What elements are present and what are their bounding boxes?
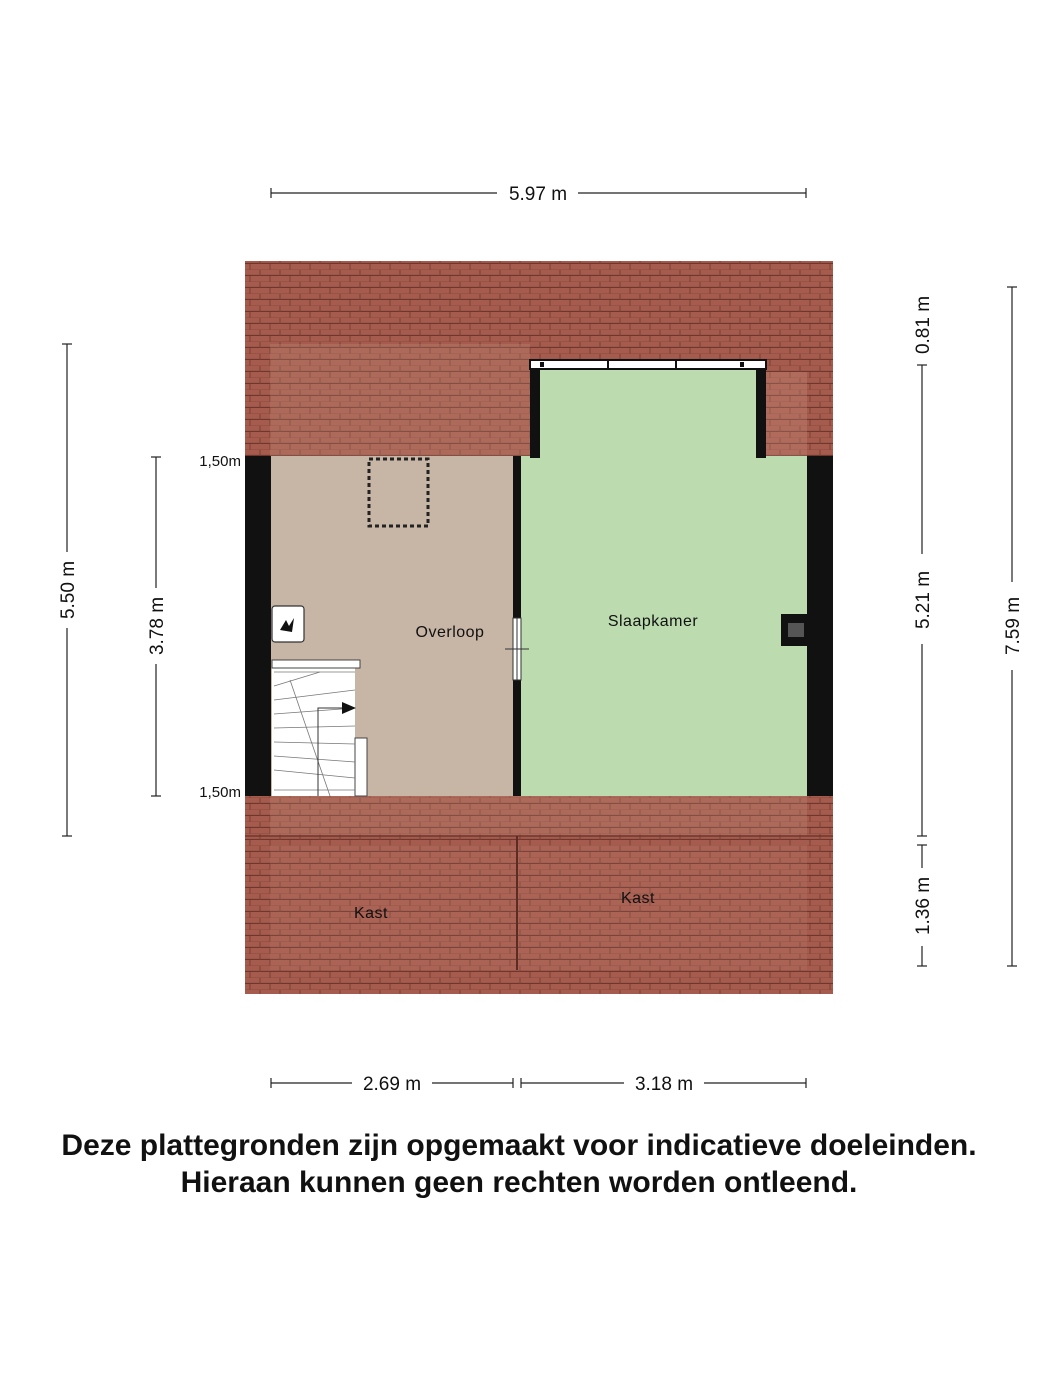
dim-right-outer: 7.59 m: [1003, 596, 1024, 656]
roof-eave-top-right: [765, 372, 807, 456]
wall-left: [245, 456, 271, 796]
height-mark-bottom: 1,50m: [199, 784, 241, 801]
dim-bottom-left: 2.69 m: [362, 1074, 422, 1095]
roof-eave-bottom: [270, 796, 807, 836]
dim-right-bottom: 1.36 m: [913, 876, 934, 936]
dim-left-outer: 5.50 m: [58, 560, 79, 620]
dim-top-width: 5.97 m: [508, 184, 568, 205]
wall-partition-lower: [513, 680, 521, 796]
roof-eave-top-left: [270, 344, 530, 456]
dim-right-top: 0.81 m: [913, 295, 934, 355]
wall-dormer-right: [756, 360, 766, 458]
roof-eave-lower: [270, 845, 807, 970]
dim-bottom-right: 3.18 m: [634, 1074, 694, 1095]
staircase[interactable]: [272, 660, 367, 796]
dormer-window: [530, 360, 766, 369]
room-label-overloop: Overloop: [415, 624, 485, 641]
wall-dormer-left: [530, 360, 540, 458]
wall-partition-upper: [513, 456, 521, 618]
room-label-kast-left: Kast: [353, 905, 389, 922]
slaapkamer-floor-upper: [540, 368, 756, 458]
disclaimer-line-1: Deze plattegronden zijn opgemaakt voor indicatieve doeleinden.: [61, 1129, 977, 1162]
height-mark-top: 1,50m: [199, 453, 241, 470]
wall-right: [807, 456, 833, 796]
room-label-slaapkamer: Slaapkamer: [607, 613, 699, 630]
dim-left-inner: 3.78 m: [147, 596, 168, 656]
disclaimer-line-2: Hieraan kunnen geen rechten worden ontleend.: [180, 1166, 858, 1199]
dim-right-middle: 5.21 m: [913, 570, 934, 630]
heater-unit: [272, 606, 304, 642]
room-label-kast-right: Kast: [620, 890, 656, 907]
